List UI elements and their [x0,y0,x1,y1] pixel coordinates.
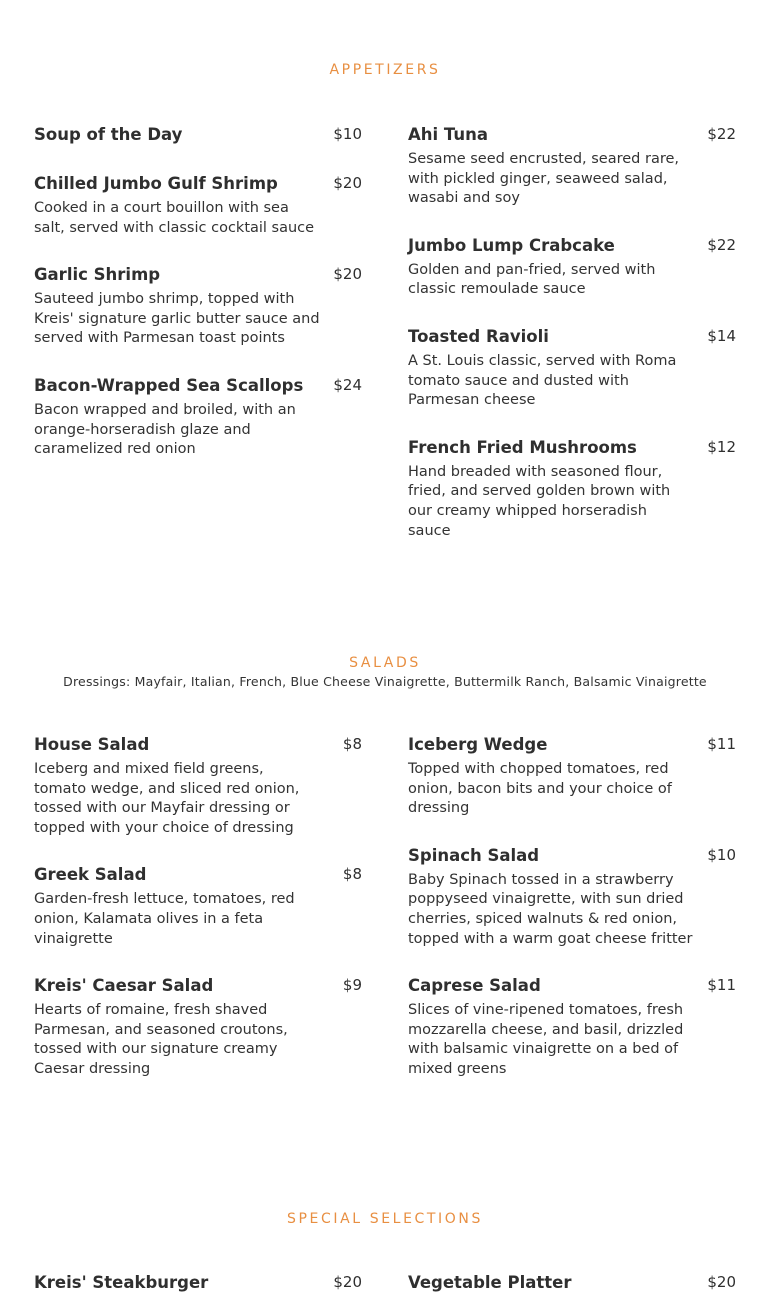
item-description: Sauteed jumbo shrimp, topped with Kreis' signature garlic butter sauce and served with Parmesan toast points [34,291,320,347]
item-price: $22 [707,125,736,143]
item-name: Greek Salad [34,865,147,885]
item-description: Bacon wrapped and broiled, with an orange-horseradish glaze and caramelized red onion [34,401,296,458]
menu-item [408,846,736,949]
appetizers-right-column [408,125,736,541]
item-price: $10 [333,125,362,143]
item-name: Bacon-Wrapped Sea Scallops [34,375,304,395]
item-price: $20 [333,174,362,192]
item-price: $8 [342,735,362,753]
item-price: $9 [342,976,362,995]
menu-item [34,174,362,238]
item-name: French Fried Mushrooms [408,437,637,457]
item-name: Vegetable Platter [408,1273,572,1292]
appetizers-left-column [34,125,362,460]
item-description: Hand breaded with seasoned flour, fried, and served golden brown with our creamy whipped horseradish sauce [408,463,671,539]
item-name: Garlic Shrimp [34,265,161,285]
salad-dressings-note: Dressings: Mayfair, Italian, French, Blue Cheese Vinaigrette, Buttermilk Ranch, Balsamic Vinaigrette [63,674,707,689]
item-name: Spinach Salad [408,845,540,865]
item-name: Chilled Jumbo Gulf Shrimp [34,174,278,193]
menu-item [34,265,362,349]
menu-item [408,438,736,541]
item-name: Caprese Salad [408,976,541,996]
item-name: Jumbo Lump Crabcake [408,235,615,255]
item-price: $11 [707,735,736,753]
item-name: Kreis' Steakburger [34,1273,209,1292]
item-description: Topped with chopped tomatoes, red onion, bacon bits and your choice of dressing [408,761,672,817]
item-price: $14 [707,326,736,345]
section-title-special-selections: SPECIAL SELECTIONS [287,1211,483,1227]
menu-item [34,976,362,1079]
item-description: Golden and pan-fried, served with classic remoulade sauce [408,261,656,298]
salads-right-column [408,735,736,1080]
menu-item [408,327,736,411]
menu-item [408,125,736,209]
item-name: Toasted Ravioli [408,326,549,346]
special-right-column [408,1273,736,1295]
menu-item [34,1273,362,1295]
menu-item [34,735,362,838]
menu-item [408,976,736,1079]
item-description: Iceberg and mixed field greens, tomato wedge, and sliced red onion, tossed with our Mayfair dressing or topped with your choice of dressing [34,761,300,836]
item-price: $20 [333,1273,362,1291]
item-price: $11 [707,976,736,995]
item-description: Sesame seed encrusted, seared rare, with pickled ginger, seaweed salad, wasabi and soy [408,151,680,207]
item-price: $22 [707,235,736,254]
item-price: $8 [342,865,362,884]
item-description: Hearts of romaine, fresh shaved Parmesan, and seasoned croutons, tossed with our signature creamy Caesar dressing [34,1002,288,1077]
item-price: $20 [333,265,362,284]
item-name: Soup of the Day [34,125,183,144]
item-description: Slices of vine-ripened tomatoes, fresh mozzarella cheese, and basil, drizzled with balsamic vinaigrette on a bed of mixed greens [408,1002,684,1077]
item-price: $10 [707,845,736,864]
item-description: Cooked in a court bouillon with sea salt, served with classic cocktail sauce [34,200,315,236]
menu-item [34,865,362,949]
menu-item [408,735,736,819]
menu-item [408,1273,736,1295]
special-left-column [34,1273,362,1295]
item-name: Iceberg Wedge [408,735,548,754]
item-name: Kreis' Caesar Salad [34,976,214,996]
item-name: House Salad [34,735,150,754]
section-title-appetizers: APPETIZERS [329,62,441,78]
salads-left-column [34,735,362,1080]
item-price: $12 [707,437,736,456]
menu-item [34,125,362,147]
menu-item [34,376,362,460]
item-description: A St. Louis classic, served with Roma tomato sauce and dusted with Parmesan cheese [408,352,677,409]
item-description: Baby Spinach tossed in a strawberry poppyseed vinaigrette, with sun dried cherries, spiced walnuts & red onion, topped with a warm goat cheese fritter [408,871,693,947]
item-name: Ahi Tuna [408,125,488,144]
section-title-salads: SALADS [349,655,421,671]
item-price: $24 [333,375,362,394]
menu-item [408,236,736,300]
item-description: Garden-fresh lettuce, tomatoes, red onion, Kalamata olives in a feta vinaigrette [34,891,295,947]
item-price: $20 [707,1273,736,1291]
